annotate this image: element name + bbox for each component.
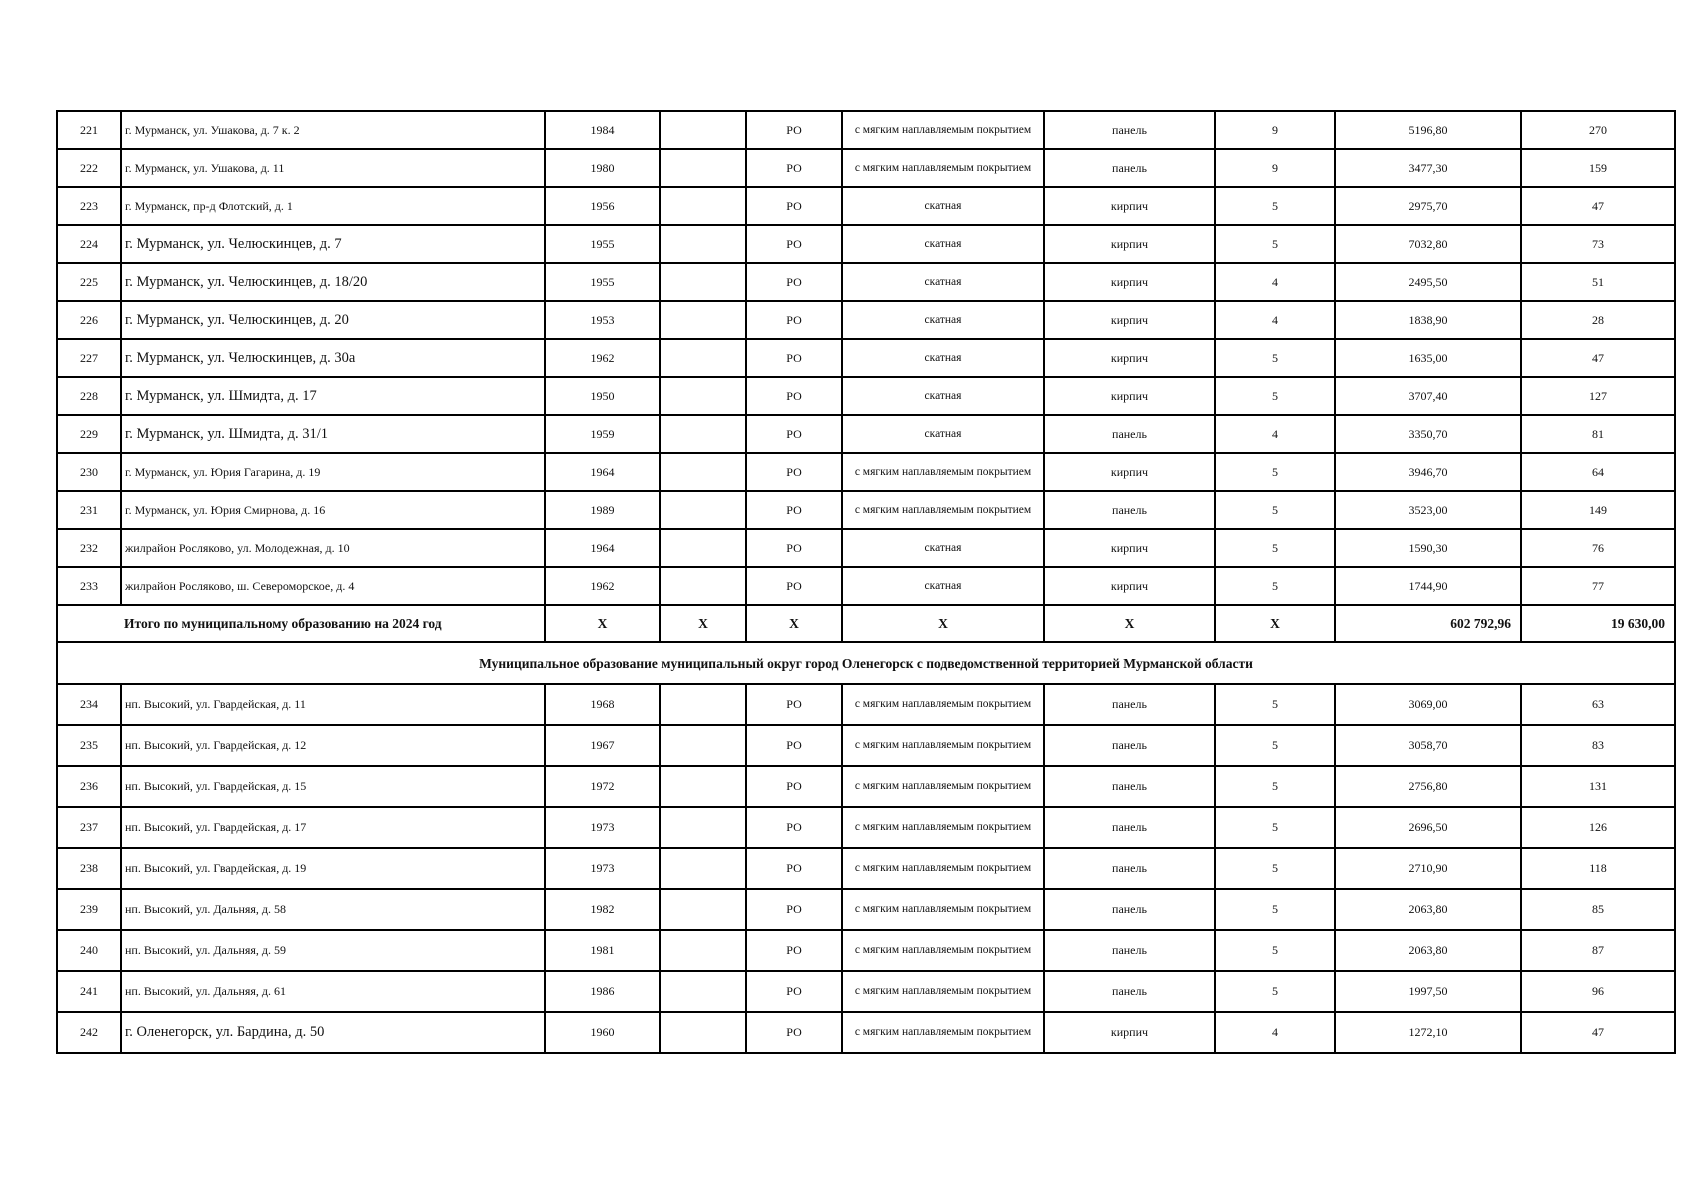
- wall-material-cell: панель: [1044, 807, 1215, 848]
- row-number-cell: 237: [57, 807, 121, 848]
- blank-cell: [660, 529, 746, 567]
- roof-type-cell: с мягким наплавляемым покрытием: [842, 971, 1044, 1012]
- table-row: [57, 111, 1675, 149]
- floors-cell: 5: [1215, 684, 1335, 725]
- area-cell: 3946,70: [1335, 453, 1521, 491]
- blank-cell: [660, 889, 746, 930]
- blank-cell: [660, 111, 746, 149]
- area-cell: 1997,50: [1335, 971, 1521, 1012]
- address-cell: г. Мурманск, ул. Челюскинцев, д. 20: [121, 301, 545, 339]
- table-row: [57, 149, 1675, 187]
- year-cell: 1956: [545, 187, 660, 225]
- year-cell: 1953: [545, 301, 660, 339]
- roof-type-cell: скатная: [842, 377, 1044, 415]
- fund-cell: РО: [746, 225, 842, 263]
- address-cell: г. Мурманск, пр-д Флотский, д. 1: [121, 187, 545, 225]
- floors-cell: 5: [1215, 453, 1335, 491]
- row-number-cell: 221: [57, 111, 121, 149]
- roof-type-cell: с мягким наплавляемым покрытием: [842, 930, 1044, 971]
- area-cell: 2495,50: [1335, 263, 1521, 301]
- wall-material-cell: панель: [1044, 848, 1215, 889]
- row-number-cell: 234: [57, 684, 121, 725]
- fund-cell: РО: [746, 684, 842, 725]
- row-number-cell: 225: [57, 263, 121, 301]
- year-cell: 1955: [545, 225, 660, 263]
- roof-type-cell: скатная: [842, 339, 1044, 377]
- row-number-cell: 226: [57, 301, 121, 339]
- table-row: [57, 930, 1675, 971]
- row-number-cell: 233: [57, 567, 121, 605]
- area-cell: 2696,50: [1335, 807, 1521, 848]
- wall-material-cell: панель: [1044, 684, 1215, 725]
- area-cell: 3350,70: [1335, 415, 1521, 453]
- floors-cell: 5: [1215, 930, 1335, 971]
- table-row: [57, 491, 1675, 529]
- year-cell: 1962: [545, 339, 660, 377]
- table-row: [57, 567, 1675, 605]
- section-title: Муниципальное образование муниципальный округ город Оленегорск с подведомственной территорией Мурманской области: [57, 642, 1675, 684]
- fund-cell: РО: [746, 930, 842, 971]
- residents-cell: 118: [1521, 848, 1675, 889]
- table-row: [57, 971, 1675, 1012]
- row-number-cell: 241: [57, 971, 121, 1012]
- wall-material-cell: панель: [1044, 889, 1215, 930]
- residents-cell: 149: [1521, 491, 1675, 529]
- area-cell: 1590,30: [1335, 529, 1521, 567]
- fund-cell: РО: [746, 301, 842, 339]
- fund-cell: РО: [746, 415, 842, 453]
- residents-cell: 73: [1521, 225, 1675, 263]
- blank-cell: [660, 377, 746, 415]
- floors-cell: 5: [1215, 377, 1335, 415]
- residents-cell: 159: [1521, 149, 1675, 187]
- year-cell: 1950: [545, 377, 660, 415]
- area-cell: 7032,80: [1335, 225, 1521, 263]
- year-cell: 1955: [545, 263, 660, 301]
- floors-cell: 5: [1215, 848, 1335, 889]
- floors-cell: 5: [1215, 725, 1335, 766]
- address-cell: г. Мурманск, ул. Шмидта, д. 17: [121, 377, 545, 415]
- wall-material-cell: панель: [1044, 149, 1215, 187]
- address-cell: жилрайон Росляково, ш. Североморское, д. 4: [121, 567, 545, 605]
- row-number-cell: 236: [57, 766, 121, 807]
- residents-cell: 126: [1521, 807, 1675, 848]
- year-cell: 1962: [545, 567, 660, 605]
- area-cell: 2063,80: [1335, 889, 1521, 930]
- wall-material-cell: панель: [1044, 111, 1215, 149]
- address-cell: г. Мурманск, ул. Челюскинцев, д. 7: [121, 225, 545, 263]
- blank-cell: [660, 1012, 746, 1053]
- area-cell: 1635,00: [1335, 339, 1521, 377]
- wall-material-cell: панель: [1044, 930, 1215, 971]
- total-residents: 19 630,00: [1521, 605, 1675, 642]
- roof-type-cell: с мягким наплавляемым покрытием: [842, 1012, 1044, 1053]
- year-cell: 1981: [545, 930, 660, 971]
- table-row: [57, 187, 1675, 225]
- roof-type-cell: с мягким наплавляемым покрытием: [842, 889, 1044, 930]
- wall-material-cell: панель: [1044, 766, 1215, 807]
- row-number-cell: 239: [57, 889, 121, 930]
- blank-cell: [660, 301, 746, 339]
- floors-cell: 5: [1215, 889, 1335, 930]
- blank-cell: [660, 491, 746, 529]
- fund-cell: РО: [746, 567, 842, 605]
- fund-cell: РО: [746, 766, 842, 807]
- table-row: [57, 453, 1675, 491]
- table-row: [57, 1012, 1675, 1053]
- blank-cell: [660, 567, 746, 605]
- residents-cell: 81: [1521, 415, 1675, 453]
- year-cell: 1967: [545, 725, 660, 766]
- residents-cell: 63: [1521, 684, 1675, 725]
- year-cell: 1989: [545, 491, 660, 529]
- address-cell: нп. Высокий, ул. Дальняя, д. 59: [121, 930, 545, 971]
- year-cell: 1968: [545, 684, 660, 725]
- row-number-cell: 242: [57, 1012, 121, 1053]
- year-cell: 1980: [545, 149, 660, 187]
- area-cell: 3523,00: [1335, 491, 1521, 529]
- housing-table: [56, 110, 1676, 1054]
- section-row: [57, 642, 1675, 684]
- area-cell: 3477,30: [1335, 149, 1521, 187]
- wall-material-cell: кирпич: [1044, 339, 1215, 377]
- wall-material-cell: панель: [1044, 491, 1215, 529]
- roof-type-cell: скатная: [842, 187, 1044, 225]
- wall-material-cell: панель: [1044, 415, 1215, 453]
- table-row: [57, 725, 1675, 766]
- roof-type-cell: с мягким наплавляемым покрытием: [842, 766, 1044, 807]
- row-number-cell: 222: [57, 149, 121, 187]
- area-cell: 3058,70: [1335, 725, 1521, 766]
- area-cell: 2975,70: [1335, 187, 1521, 225]
- year-cell: 1964: [545, 529, 660, 567]
- residents-cell: 270: [1521, 111, 1675, 149]
- address-cell: жилрайон Росляково, ул. Молодежная, д. 10: [121, 529, 545, 567]
- wall-material-cell: кирпич: [1044, 225, 1215, 263]
- roof-type-cell: скатная: [842, 415, 1044, 453]
- floors-cell: 5: [1215, 971, 1335, 1012]
- address-cell: нп. Высокий, ул. Гвардейская, д. 19: [121, 848, 545, 889]
- address-cell: г. Мурманск, ул. Челюскинцев, д. 30а: [121, 339, 545, 377]
- blank-cell: [660, 187, 746, 225]
- wall-material-cell: кирпич: [1044, 453, 1215, 491]
- floors-cell: 4: [1215, 263, 1335, 301]
- total-area: 602 792,96: [1335, 605, 1521, 642]
- floors-cell: 5: [1215, 187, 1335, 225]
- address-cell: нп. Высокий, ул. Гвардейская, д. 15: [121, 766, 545, 807]
- total-mark: X: [1215, 605, 1335, 642]
- roof-type-cell: с мягким наплавляемым покрытием: [842, 848, 1044, 889]
- table-row: [57, 415, 1675, 453]
- residents-cell: 28: [1521, 301, 1675, 339]
- year-cell: 1973: [545, 807, 660, 848]
- area-cell: 3069,00: [1335, 684, 1521, 725]
- address-cell: нп. Высокий, ул. Гвардейская, д. 11: [121, 684, 545, 725]
- row-number-cell: 232: [57, 529, 121, 567]
- year-cell: 1973: [545, 848, 660, 889]
- wall-material-cell: кирпич: [1044, 567, 1215, 605]
- fund-cell: РО: [746, 848, 842, 889]
- residents-cell: 83: [1521, 725, 1675, 766]
- row-number-cell: 227: [57, 339, 121, 377]
- address-cell: г. Мурманск, ул. Ушакова, д. 7 к. 2: [121, 111, 545, 149]
- year-cell: 1959: [545, 415, 660, 453]
- area-cell: 1272,10: [1335, 1012, 1521, 1053]
- wall-material-cell: кирпич: [1044, 263, 1215, 301]
- fund-cell: РО: [746, 149, 842, 187]
- fund-cell: РО: [746, 377, 842, 415]
- address-cell: нп. Высокий, ул. Гвардейская, д. 17: [121, 807, 545, 848]
- roof-type-cell: скатная: [842, 301, 1044, 339]
- fund-cell: РО: [746, 491, 842, 529]
- roof-type-cell: с мягким наплавляемым покрытием: [842, 684, 1044, 725]
- year-cell: 1972: [545, 766, 660, 807]
- row-number-cell: 231: [57, 491, 121, 529]
- roof-type-cell: с мягким наплавляемым покрытием: [842, 111, 1044, 149]
- table-row: [57, 339, 1675, 377]
- area-cell: 2756,80: [1335, 766, 1521, 807]
- address-cell: нп. Высокий, ул. Дальняя, д. 61: [121, 971, 545, 1012]
- floors-cell: 5: [1215, 491, 1335, 529]
- residents-cell: 51: [1521, 263, 1675, 301]
- row-number-cell: 224: [57, 225, 121, 263]
- row-number-cell: 229: [57, 415, 121, 453]
- total-mark: X: [1044, 605, 1215, 642]
- blank-cell: [660, 339, 746, 377]
- total-label: Итого по муниципальному образованию на 2024 год: [57, 605, 545, 642]
- table-row: [57, 225, 1675, 263]
- year-cell: 1960: [545, 1012, 660, 1053]
- wall-material-cell: панель: [1044, 725, 1215, 766]
- fund-cell: РО: [746, 187, 842, 225]
- year-cell: 1984: [545, 111, 660, 149]
- table-row: [57, 263, 1675, 301]
- total-row: [57, 605, 1675, 642]
- wall-material-cell: кирпич: [1044, 377, 1215, 415]
- year-cell: 1986: [545, 971, 660, 1012]
- fund-cell: РО: [746, 807, 842, 848]
- total-mark: X: [545, 605, 660, 642]
- total-mark: X: [842, 605, 1044, 642]
- residents-cell: 131: [1521, 766, 1675, 807]
- wall-material-cell: кирпич: [1044, 529, 1215, 567]
- fund-cell: РО: [746, 111, 842, 149]
- blank-cell: [660, 149, 746, 187]
- floors-cell: 9: [1215, 149, 1335, 187]
- fund-cell: РО: [746, 529, 842, 567]
- table-row: [57, 848, 1675, 889]
- blank-cell: [660, 415, 746, 453]
- fund-cell: РО: [746, 1012, 842, 1053]
- roof-type-cell: скатная: [842, 529, 1044, 567]
- blank-cell: [660, 684, 746, 725]
- residents-cell: 47: [1521, 1012, 1675, 1053]
- table-row: [57, 766, 1675, 807]
- table-row: [57, 301, 1675, 339]
- area-cell: 3707,40: [1335, 377, 1521, 415]
- blank-cell: [660, 848, 746, 889]
- roof-type-cell: с мягким наплавляемым покрытием: [842, 807, 1044, 848]
- address-cell: нп. Высокий, ул. Гвардейская, д. 12: [121, 725, 545, 766]
- row-number-cell: 235: [57, 725, 121, 766]
- blank-cell: [660, 930, 746, 971]
- blank-cell: [660, 766, 746, 807]
- floors-cell: 9: [1215, 111, 1335, 149]
- floors-cell: 4: [1215, 1012, 1335, 1053]
- roof-type-cell: с мягким наплавляемым покрытием: [842, 149, 1044, 187]
- roof-type-cell: с мягким наплавляемым покрытием: [842, 453, 1044, 491]
- floors-cell: 5: [1215, 529, 1335, 567]
- year-cell: 1964: [545, 453, 660, 491]
- address-cell: г. Оленегорск, ул. Бардина, д. 50: [121, 1012, 545, 1053]
- table-row: [57, 529, 1675, 567]
- address-cell: г. Мурманск, ул. Юрия Гагарина, д. 19: [121, 453, 545, 491]
- blank-cell: [660, 725, 746, 766]
- table-row: [57, 684, 1675, 725]
- table-row: [57, 377, 1675, 415]
- total-mark: X: [660, 605, 746, 642]
- address-cell: нп. Высокий, ул. Дальняя, д. 58: [121, 889, 545, 930]
- blank-cell: [660, 263, 746, 301]
- year-cell: 1982: [545, 889, 660, 930]
- wall-material-cell: кирпич: [1044, 1012, 1215, 1053]
- table-body: [57, 111, 1675, 1053]
- residents-cell: 47: [1521, 339, 1675, 377]
- wall-material-cell: кирпич: [1044, 301, 1215, 339]
- floors-cell: 5: [1215, 807, 1335, 848]
- fund-cell: РО: [746, 889, 842, 930]
- blank-cell: [660, 807, 746, 848]
- floors-cell: 4: [1215, 415, 1335, 453]
- floors-cell: 5: [1215, 567, 1335, 605]
- row-number-cell: 223: [57, 187, 121, 225]
- address-cell: г. Мурманск, ул. Юрия Смирнова, д. 16: [121, 491, 545, 529]
- wall-material-cell: панель: [1044, 971, 1215, 1012]
- row-number-cell: 240: [57, 930, 121, 971]
- area-cell: 2063,80: [1335, 930, 1521, 971]
- floors-cell: 5: [1215, 766, 1335, 807]
- area-cell: 2710,90: [1335, 848, 1521, 889]
- roof-type-cell: скатная: [842, 567, 1044, 605]
- address-cell: г. Мурманск, ул. Челюскинцев, д. 18/20: [121, 263, 545, 301]
- area-cell: 1744,90: [1335, 567, 1521, 605]
- area-cell: 5196,80: [1335, 111, 1521, 149]
- fund-cell: РО: [746, 339, 842, 377]
- address-cell: г. Мурманск, ул. Ушакова, д. 11: [121, 149, 545, 187]
- table-row: [57, 807, 1675, 848]
- roof-type-cell: с мягким наплавляемым покрытием: [842, 491, 1044, 529]
- row-number-cell: 228: [57, 377, 121, 415]
- floors-cell: 5: [1215, 225, 1335, 263]
- residents-cell: 64: [1521, 453, 1675, 491]
- address-cell: г. Мурманск, ул. Шмидта, д. 31/1: [121, 415, 545, 453]
- residents-cell: 87: [1521, 930, 1675, 971]
- floors-cell: 5: [1215, 339, 1335, 377]
- roof-type-cell: скатная: [842, 263, 1044, 301]
- row-number-cell: 238: [57, 848, 121, 889]
- fund-cell: РО: [746, 453, 842, 491]
- residents-cell: 96: [1521, 971, 1675, 1012]
- fund-cell: РО: [746, 971, 842, 1012]
- roof-type-cell: с мягким наплавляемым покрытием: [842, 725, 1044, 766]
- table-row: [57, 889, 1675, 930]
- blank-cell: [660, 971, 746, 1012]
- fund-cell: РО: [746, 263, 842, 301]
- residents-cell: 76: [1521, 529, 1675, 567]
- area-cell: 1838,90: [1335, 301, 1521, 339]
- fund-cell: РО: [746, 725, 842, 766]
- roof-type-cell: скатная: [842, 225, 1044, 263]
- floors-cell: 4: [1215, 301, 1335, 339]
- residents-cell: 85: [1521, 889, 1675, 930]
- total-mark: X: [746, 605, 842, 642]
- residents-cell: 77: [1521, 567, 1675, 605]
- blank-cell: [660, 225, 746, 263]
- residents-cell: 47: [1521, 187, 1675, 225]
- wall-material-cell: кирпич: [1044, 187, 1215, 225]
- residents-cell: 127: [1521, 377, 1675, 415]
- blank-cell: [660, 453, 746, 491]
- row-number-cell: 230: [57, 453, 121, 491]
